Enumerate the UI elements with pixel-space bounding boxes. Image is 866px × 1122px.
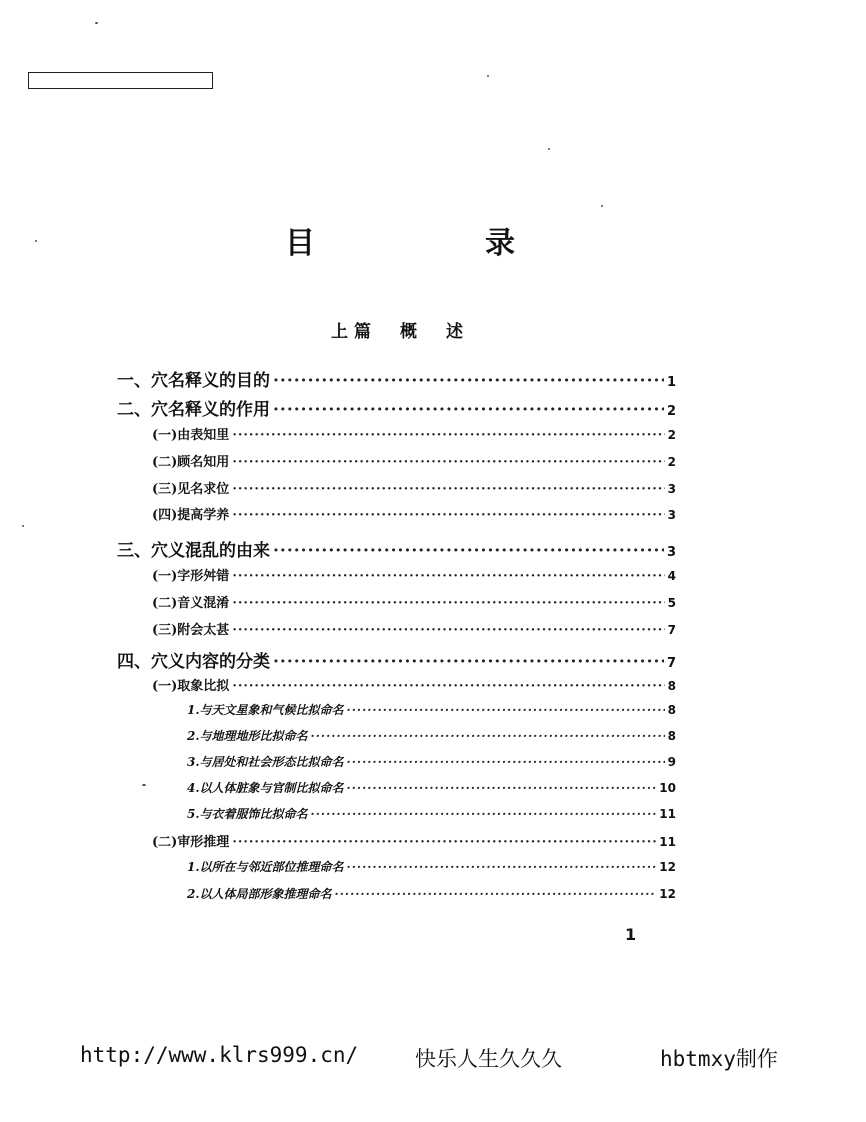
toc-entry	[187, 701, 676, 718]
toc-entry-page: 7	[666, 656, 676, 671]
toc-entry	[152, 504, 676, 523]
scan-speck	[142, 784, 146, 786]
toc-entry-page: 10	[659, 781, 676, 795]
toc-leader-dots	[347, 781, 657, 795]
toc-entry	[117, 536, 676, 561]
toc-entry-page: 3	[667, 508, 676, 522]
toc-entry	[117, 395, 676, 420]
toc-entry	[187, 858, 676, 875]
page-number: 1	[625, 925, 637, 944]
toc-entry-label: (二)审形推理	[152, 835, 230, 850]
toc-leader-dots	[273, 400, 664, 420]
toc-entry-page: 12	[659, 860, 676, 874]
toc-entry-page: 3	[666, 545, 676, 560]
toc-entry-label: 4.以人体脏象与官制比拟命名	[187, 781, 344, 795]
toc-leader-dots	[232, 569, 664, 584]
toc-leader-dots	[347, 703, 665, 717]
toc-leader-dots	[232, 455, 664, 470]
toc-entry-page: 12	[659, 887, 676, 901]
toc-leader-dots	[273, 371, 664, 391]
blank-header-box	[28, 72, 213, 89]
toc-entry-page: 3	[667, 482, 676, 496]
scan-speck	[601, 205, 603, 207]
toc-leader-dots	[335, 887, 657, 901]
toc-entry-label: 5.与衣着服饰比拟命名	[187, 807, 308, 821]
toc-entry-page: 8	[667, 679, 676, 693]
toc-entry-label: 1.以所在与邻近部位推理命名	[187, 860, 344, 874]
footer-credit: hbtmxy制作	[660, 1047, 778, 1071]
toc-entry-page: 8	[667, 703, 676, 717]
toc-entry-page: 2	[667, 455, 676, 469]
toc-entry-label: (三)附会太甚	[152, 623, 230, 638]
toc-leader-dots	[232, 623, 664, 638]
toc-entry-label: 2.与地理地形比拟命名	[187, 729, 308, 743]
toc-entry-label: 二、穴名释义的作用	[117, 400, 270, 420]
toc-entry-page: 11	[659, 835, 676, 849]
toc-entry-label: 一、穴名释义的目的	[117, 371, 270, 391]
toc-leader-dots	[232, 596, 664, 611]
toc-entry-label: 四、穴义内容的分类	[117, 652, 270, 672]
toc-entry-page: 7	[667, 623, 676, 637]
scan-speck	[487, 75, 489, 77]
toc-entry-label: (一)字形舛错	[152, 569, 230, 584]
toc-entry-label: (二)顾名知用	[152, 455, 230, 470]
scan-speck	[548, 148, 550, 150]
toc-entry-page: 2	[666, 404, 676, 419]
toc-leader-dots	[232, 835, 656, 850]
toc-entry-label: (二)音义混淆	[152, 596, 230, 611]
toc-entry-page: 5	[667, 596, 676, 610]
toc-leader-dots	[273, 652, 664, 672]
toc-entry-label: 2.以人体局部形象推理命名	[187, 887, 332, 901]
toc-leader-dots	[311, 729, 665, 743]
footer-slogan: 快乐人生久久久	[415, 1047, 562, 1071]
toc-entry	[152, 675, 676, 694]
toc-entry-label: 三、穴义混乱的由来	[117, 541, 270, 561]
toc-entry-label: (一)取象比拟	[152, 679, 230, 694]
toc-entry-page: 9	[667, 755, 676, 769]
toc-entry	[187, 805, 676, 822]
section-title: 上篇 概 述	[331, 322, 469, 342]
toc-entry	[152, 592, 676, 611]
toc-entry-page: 1	[666, 375, 676, 390]
toc-entry	[187, 753, 676, 770]
toc-entry-label: 3.与居处和社会形态比拟命名	[187, 755, 344, 769]
toc-leader-dots	[311, 807, 657, 821]
footer-url[interactable]: http://www.klrs999.cn/	[80, 1043, 359, 1067]
toc-entry-page: 2	[667, 428, 676, 442]
toc-leader-dots	[273, 541, 664, 561]
toc-entry	[187, 779, 676, 796]
toc-entry	[152, 619, 676, 638]
toc-entry	[152, 451, 676, 470]
toc-entry	[187, 727, 676, 744]
toc-leader-dots	[232, 679, 664, 694]
page-title: 目 录	[285, 226, 585, 261]
toc-entry-label: 1.与天文星象和气候比拟命名	[187, 703, 344, 717]
toc-entry-label: (三)见名求位	[152, 482, 230, 497]
scan-speck	[22, 525, 24, 527]
toc-entry-page: 4	[667, 569, 676, 583]
toc-entry	[152, 478, 676, 497]
toc-leader-dots	[232, 428, 664, 443]
toc-entry	[117, 366, 676, 391]
toc-leader-dots	[347, 755, 665, 769]
toc-entry	[152, 424, 676, 443]
toc-entry	[187, 885, 676, 902]
toc-entry-label: (四)提高学养	[152, 508, 230, 523]
toc-leader-dots	[232, 508, 664, 523]
toc-leader-dots	[347, 860, 657, 874]
toc-entry	[152, 565, 676, 584]
toc-entry	[152, 831, 676, 850]
toc-entry-page: 11	[659, 807, 676, 821]
toc-entry-label: (一)由表知里	[152, 428, 230, 443]
scan-speck	[95, 22, 98, 24]
toc-entry	[117, 647, 676, 672]
toc-leader-dots	[232, 482, 664, 497]
toc-entry-page: 8	[667, 729, 676, 743]
